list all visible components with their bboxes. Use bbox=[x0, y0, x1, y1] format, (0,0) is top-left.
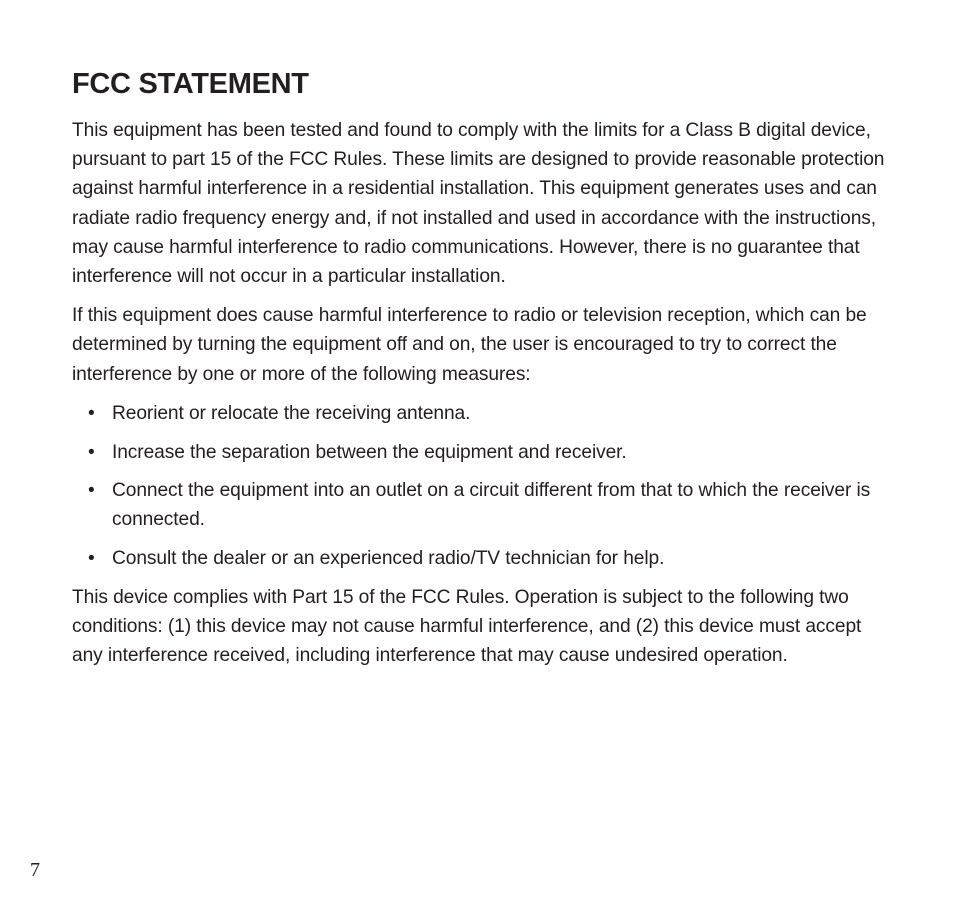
bullet-icon: • bbox=[88, 480, 95, 502]
compliance-paragraph: This equipment has been tested and found to comply with the limits for a Class B digital device, pursuant to part 15 of the FCC Rules. These limits are designed to provide reasonable protection against harmful interference in a residential installation. This equipment generates uses and can radiate radio frequency energy and, if not installed and used in accordance with the instructions, may cause harmful interference to radio communications. However, there is no guarantee that interference will not occur in a particular installation. bbox=[72, 120, 885, 288]
bullet-icon: • bbox=[88, 441, 95, 463]
page-number: 7 bbox=[30, 859, 40, 881]
list-item-text: Increase the separation between the equipment and receiver. bbox=[112, 441, 627, 463]
list-item-text: Consult the dealer or an experienced radio/TV technician for help. bbox=[112, 548, 665, 570]
list-item bbox=[72, 476, 892, 534]
list-item-text: Reorient or relocate the receiving antenna. bbox=[112, 402, 471, 424]
page-title: FCC STATEMENT bbox=[72, 68, 309, 100]
fcc-statement-page bbox=[72, 66, 892, 680]
bullet-icon: • bbox=[88, 402, 95, 424]
list-item bbox=[72, 399, 892, 428]
list-item bbox=[72, 438, 892, 467]
list-item-text: Connect the equipment into an outlet on a circuit different from that to which the receiver is connected. bbox=[112, 480, 871, 531]
measures-list bbox=[72, 399, 892, 574]
interference-paragraph: If this equipment does cause harmful interference to radio or television reception, which can be determined by turning the equipment off and on, the user is encouraged to try to correct the interference by one or more of the following measures: bbox=[72, 305, 867, 385]
bullet-icon: • bbox=[88, 548, 95, 570]
part15-conditions-paragraph: This device complies with Part 15 of the FCC Rules. Operation is subject to the following two conditions: (1) this device may not cause harmful interference, and (2) this device must accept any interference received, including interference that may cause undesired operation. bbox=[72, 586, 862, 667]
list-item bbox=[72, 544, 892, 573]
